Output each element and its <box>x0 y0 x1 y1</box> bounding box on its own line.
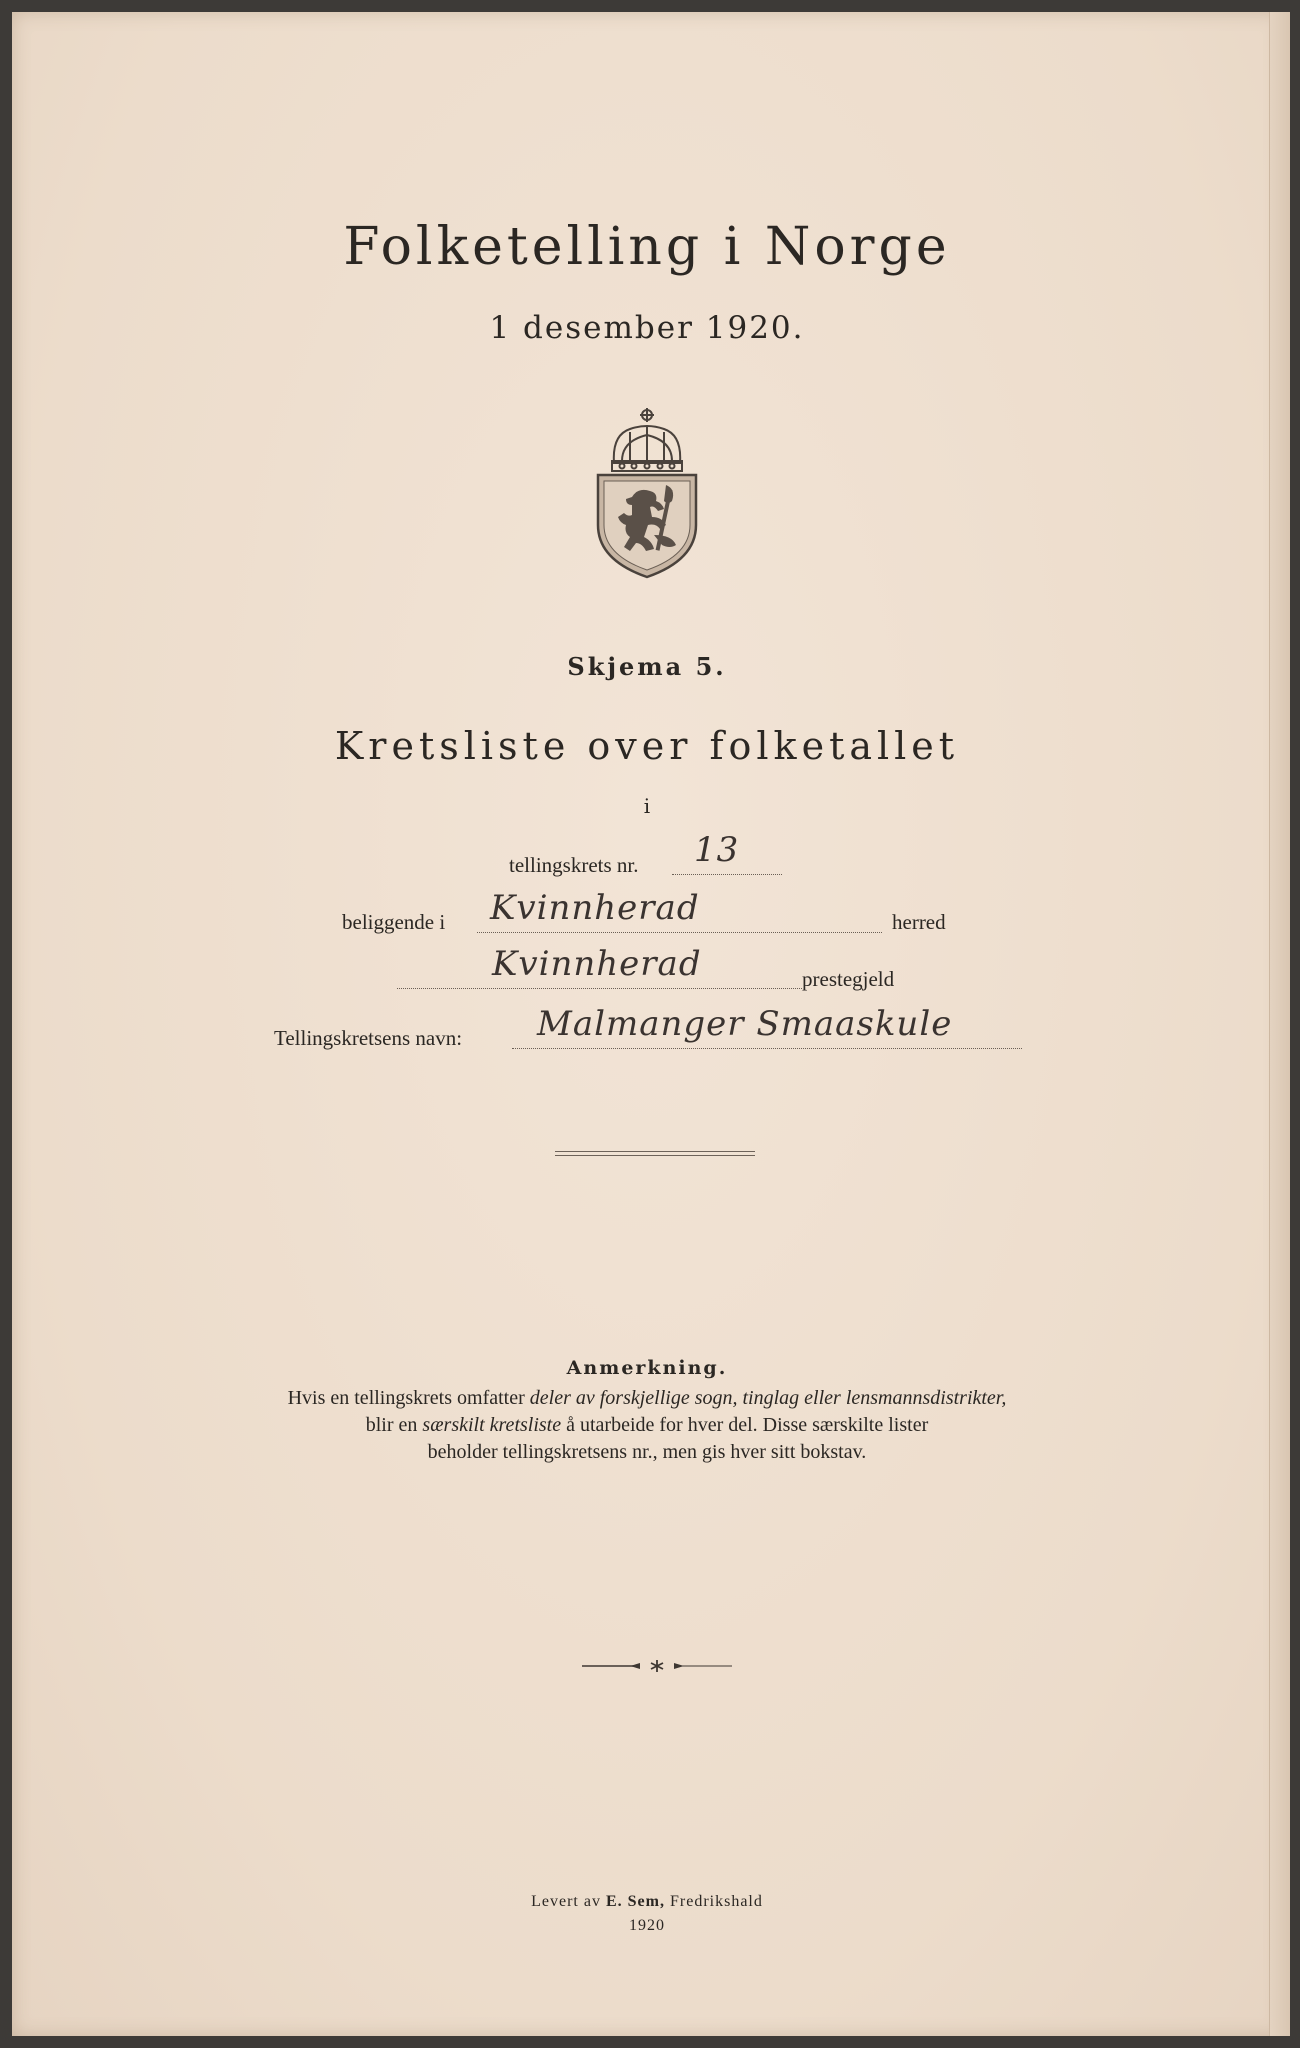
name-handwritten-value: Malmanger Smaaskule <box>537 1004 953 1044</box>
printer-place: Fredrikshald <box>669 1893 763 1910</box>
note-text: blir en <box>365 1414 418 1436</box>
note-text: å utarbeide for hver del. Disse særskilte lister <box>566 1414 929 1436</box>
page-edge <box>1269 12 1290 2036</box>
ornament-divider-icon <box>582 1659 732 1673</box>
district-handwritten-value: 13 <box>694 830 740 870</box>
note-body <box>162 1385 1132 1466</box>
printer-line <box>12 1893 1282 1911</box>
note-text: Hvis en tellingskrets omfatter <box>287 1387 525 1409</box>
note-emphasis: deler av forskjellige sogn, tinglag eller lensmannsdistrikter, <box>529 1387 1007 1409</box>
printer-name: E. Sem, <box>605 1893 665 1910</box>
printer-prefix: Levert av <box>531 1893 601 1910</box>
document-date: 1 desember 1920. <box>489 310 805 346</box>
located-handwritten-value: Kvinnherad <box>490 888 700 928</box>
schema-number: Skjema 5. <box>567 652 727 681</box>
document-title: Folketelling i Norge <box>343 217 951 277</box>
located-label: beliggende i <box>342 910 446 934</box>
name-label: Tellingskretsens navn: <box>274 1026 463 1050</box>
district-label: tellingskrets nr. <box>509 853 639 877</box>
note-heading: Anmerkning. <box>566 1357 728 1379</box>
divider-rule <box>555 1151 755 1152</box>
note-line-2 <box>162 1412 1132 1439</box>
divider-rule <box>555 1155 755 1156</box>
form-heading: Kretsliste over folketallet <box>334 724 960 768</box>
parish-handwritten-value: Kvinnherad <box>492 944 702 984</box>
note-line-1 <box>162 1385 1132 1412</box>
note-line-3: beholder tellingskretsens nr., men gis hver sitt bokstav. <box>427 1441 867 1463</box>
herred-label: herred <box>892 910 946 934</box>
document-page <box>12 12 1282 2036</box>
parish-label: prestegjeld <box>802 967 895 991</box>
printer-year: 1920 <box>629 1917 665 1934</box>
norwegian-coat-of-arms-icon <box>592 405 702 580</box>
preposition-text: i <box>643 794 651 818</box>
note-emphasis: særskilt kretsliste <box>422 1414 562 1436</box>
